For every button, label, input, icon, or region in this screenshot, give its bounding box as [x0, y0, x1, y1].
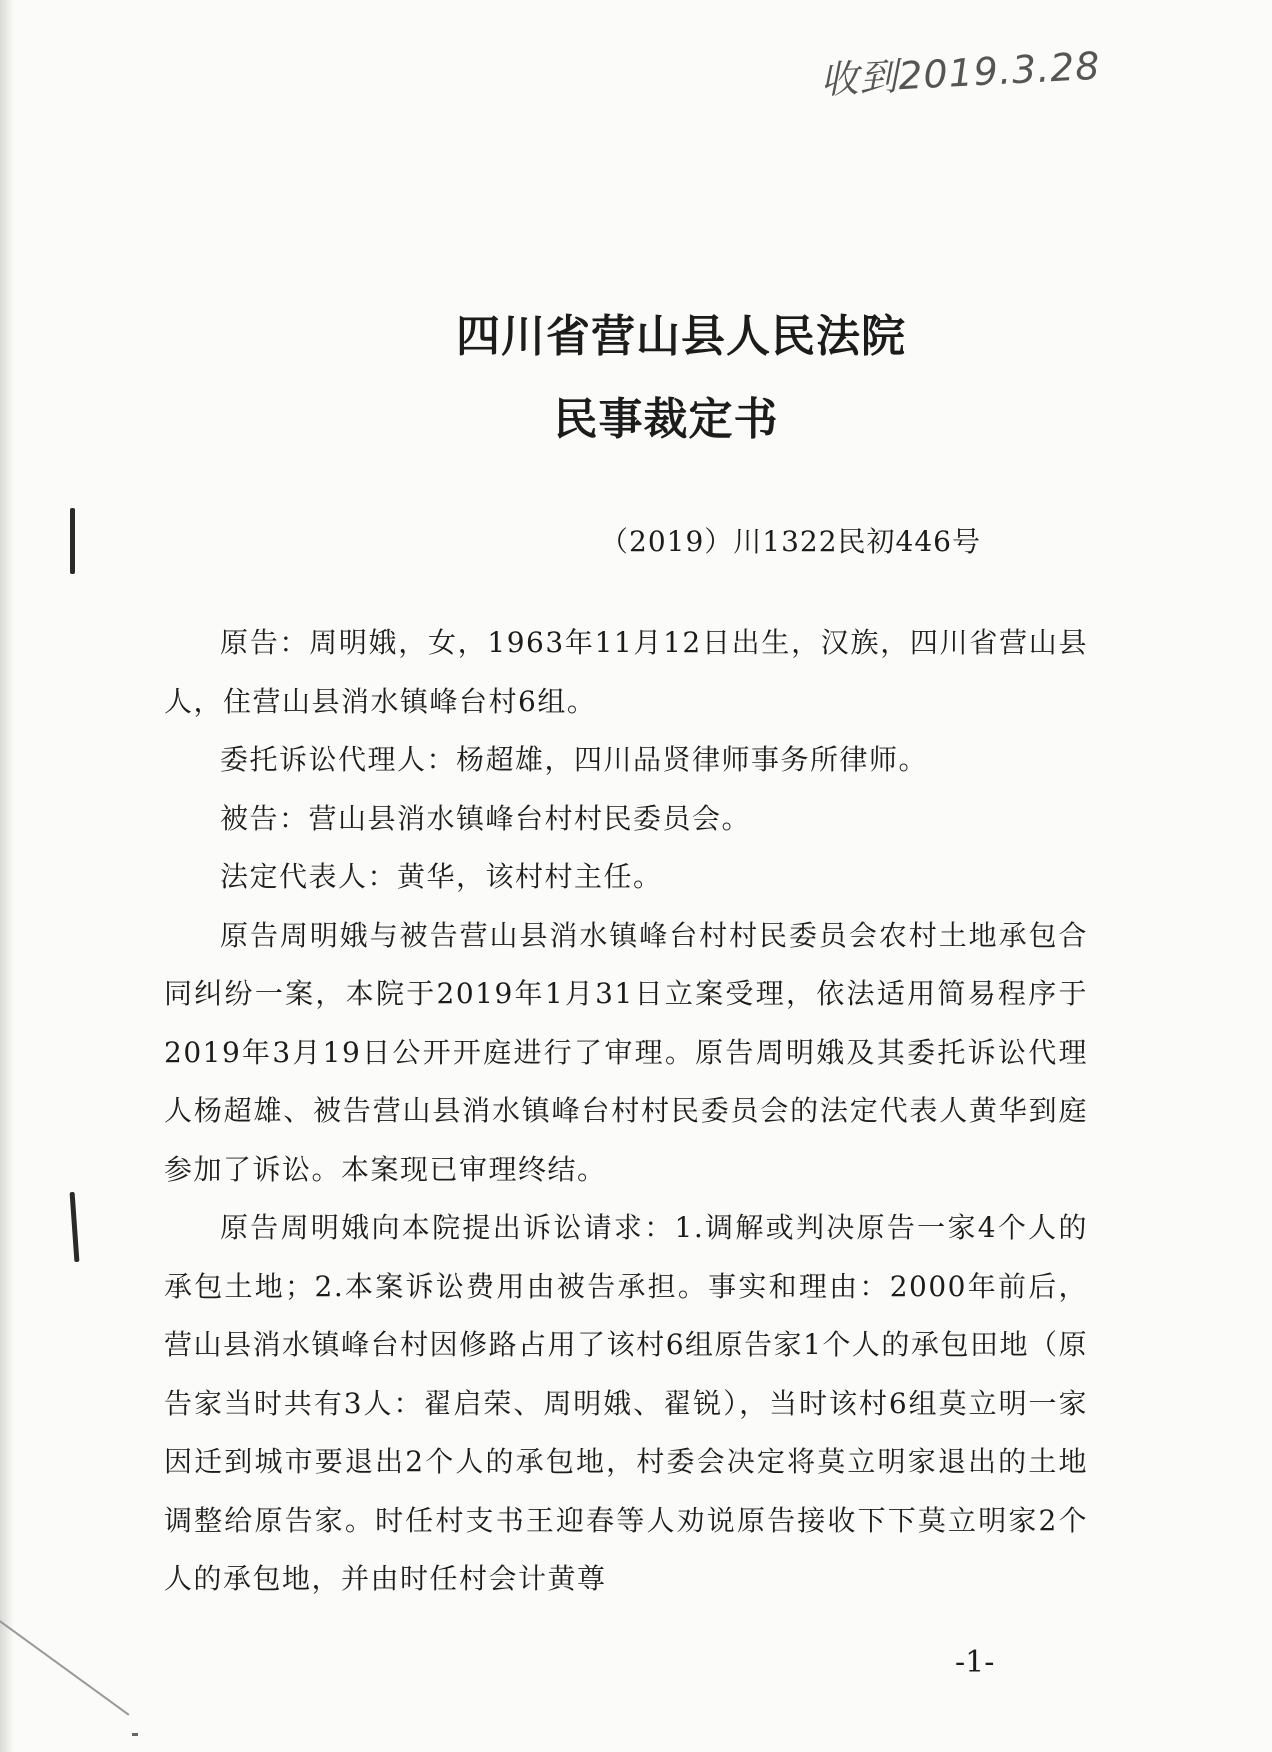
- binder-hole-mark: [70, 1192, 80, 1262]
- paragraph-agent: 委托诉讼代理人：杨超雄，四川品贤律师事务所律师。: [220, 743, 929, 776]
- paragraph-defendant: 被告：营山县消水镇峰台村村民委员会。: [220, 801, 752, 835]
- scan-fold-line: [0, 1620, 129, 1716]
- paragraph-claims: 原告周明娥向本院提出诉讼请求：1.调解或判决原告一家4个人的承包土地；2.本案诉讼费用由被告承担。事实和理由：2000年前后，营山县消水镇峰台村因修路占用了该村6组原告家1个人的承包田地（原告家当时共有3人：翟启荣、周明娥、翟锐），当时该村6组莫立明一家因迁到城市要退出2个人的承包地，村委会决定将莫立明家退出的土地调整给原告家。时任村支书王迎春等人劝说原告接收下下莫立明家2个人的承包地，并由时任村会计黄尊: [164, 1211, 1088, 1595]
- page-number: -1-: [955, 1645, 995, 1680]
- page-edge-shadow: [0, 0, 14, 1752]
- binder-hole-mark: [70, 508, 75, 574]
- paragraph-legal-representative: 法定代表人：黄华，该村村主任。: [220, 860, 663, 893]
- paragraph-plaintiff: 原告：周明娥，女，1963年11月12日出生，汉族，四川省营山县人，住营山县消水镇峰台村6组。: [164, 626, 1088, 718]
- case-number: （2019）川1322民初446号: [600, 525, 981, 558]
- document-type-title: 民事裁定书: [553, 394, 779, 445]
- court-name-title: 四川省营山县人民法院: [456, 311, 906, 362]
- handwritten-receipt-note: 收到2019.3.28: [819, 43, 1102, 103]
- document-body: [164, 614, 1088, 1609]
- scan-speck: [132, 1733, 138, 1736]
- paragraph-case-summary: 原告周明娥与被告营山县消水镇峰台村村民委员会农村土地承包合同纠纷一案，本院于2019年1月31日立案受理，依法适用简易程序于2019年3月19日公开开庭进行了审理。原告周明娥及其委托诉讼代理人杨超雄、被告营山县消水镇峰台村村民委员会的法定代表人黄华到庭参加了诉讼。本案现已审理终结。: [164, 918, 1088, 1186]
